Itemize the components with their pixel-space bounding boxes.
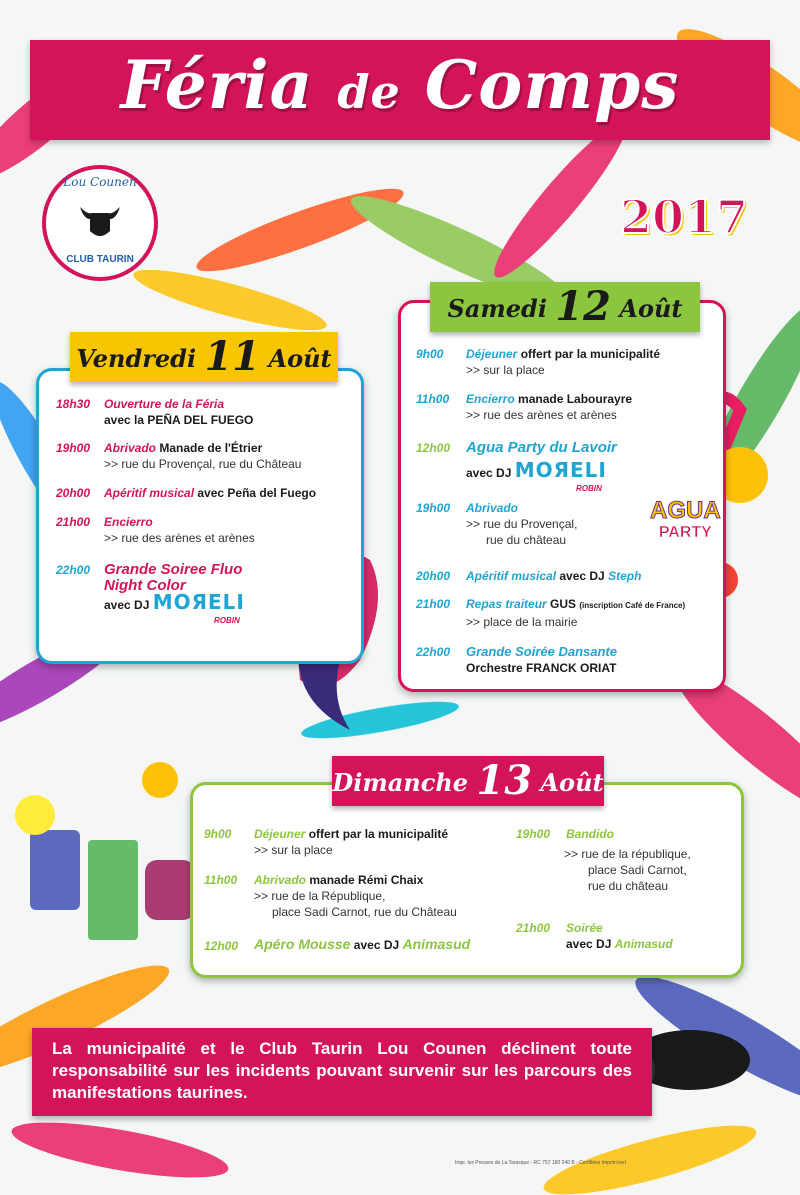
saturday-event-7 — [416, 644, 706, 676]
cocktail-glasses-illustration — [15, 762, 195, 940]
saturday-banner — [430, 282, 700, 332]
friday-event-4 — [56, 514, 346, 546]
event-time: 20h00 — [416, 569, 451, 583]
sunday-day-name: Dimanche — [332, 768, 477, 797]
sunday-event-4 — [516, 826, 726, 894]
friday-event-2 — [56, 440, 346, 472]
sunday-month: Août — [532, 768, 604, 797]
agua-sub: PARTY — [658, 524, 712, 541]
event-time: 19h00 — [516, 827, 551, 841]
event-detail: offert par la municipalité — [517, 347, 661, 361]
event-detail: offert par la municipalité — [305, 827, 449, 841]
club-taurin-logo — [42, 165, 158, 281]
saturday-day-number: 12 — [555, 283, 611, 330]
event-time: 22h00 — [56, 563, 91, 577]
event-time: 11h00 — [204, 873, 238, 887]
sunday-event-5 — [516, 920, 726, 952]
event-note: >> sur la place — [466, 363, 545, 377]
agua-party-logo — [650, 497, 721, 544]
event-note: >> place de la mairie — [466, 615, 578, 629]
event-note: avec DJ — [566, 937, 615, 951]
sunday-banner — [332, 756, 604, 806]
saturday-day-name: Samedi — [447, 294, 556, 323]
event-title: Apéro Mousse — [254, 936, 351, 952]
event-note: >> rue des arènes et arènes — [104, 531, 255, 545]
saturday-event-3 — [416, 440, 646, 497]
dj-animasud: Animasud — [614, 937, 673, 951]
friday-day-name: Vendredi — [76, 344, 205, 373]
event-detail: manade Labourayre — [514, 392, 633, 406]
sunday-event-2 — [204, 872, 504, 920]
event-title: Ouverture de la Féria — [104, 397, 225, 411]
event-title: Abrivado — [466, 501, 519, 515]
event-time: 9h00 — [416, 347, 444, 361]
event-title: Encierro — [466, 392, 515, 406]
saturday-event-5 — [416, 568, 706, 584]
event-title: Encierro — [104, 515, 153, 529]
event-title: Soirée — [566, 921, 603, 935]
event-note: >> rue de la République, — [254, 889, 386, 903]
event-detail: avec DJ — [556, 569, 609, 583]
event-time: 21h00 — [56, 515, 91, 529]
event-detail: Manade de l'Étrier — [156, 441, 263, 455]
printer-credit: Impr. les Presses de La Tarasque - RC 757 180 240 B - Certifiées Imprim'vert — [455, 1160, 627, 1166]
logo-bottom-text: CLUB TAURIN — [66, 254, 134, 265]
year-label: 2017 — [620, 190, 749, 244]
event-small-note: (inscription Café de France) — [579, 601, 686, 610]
event-title-line2: Night Color — [104, 577, 186, 594]
event-note-line2: place Sadi Carnot, rue du Château — [272, 905, 457, 919]
title-de: de — [337, 65, 401, 119]
event-detail: avec Peña del Fuego — [194, 486, 317, 500]
disclaimer-banner — [32, 1028, 652, 1116]
event-time: 9h00 — [204, 827, 232, 841]
event-note: avec DJ — [466, 466, 512, 480]
event-time: 19h00 — [416, 501, 451, 515]
saturday-event-6 — [416, 596, 716, 630]
event-note: >> rue de la république, — [564, 847, 691, 861]
dj-steph: Steph — [608, 569, 642, 583]
event-time: 21h00 — [416, 597, 451, 611]
dj-robin-label: ROBIN — [576, 484, 602, 493]
event-title: Déjeuner — [466, 347, 518, 361]
event-title: Grande Soirée Dansante — [466, 644, 617, 659]
event-time: 21h00 — [516, 921, 551, 935]
event-note: >> rue du Provençal, — [466, 517, 578, 531]
event-time: 11h00 — [416, 392, 450, 406]
dj-moreli-logo: MOЯELI — [514, 458, 607, 482]
title-feria: Féria — [120, 46, 338, 124]
sunday-event-1 — [204, 826, 504, 858]
event-time: 12h00 — [204, 939, 239, 953]
event-title: Déjeuner — [254, 827, 306, 841]
title-comps: Comps — [400, 46, 680, 124]
event-title: Apéritif musical — [466, 569, 557, 583]
dj-robin-label: ROBIN — [214, 616, 240, 625]
event-note-line2: place Sadi Carnot, — [588, 863, 687, 877]
saturday-event-2 — [416, 391, 706, 423]
saturday-event-4 — [416, 500, 646, 548]
title-banner — [30, 40, 770, 140]
page-title — [30, 46, 770, 124]
event-time: 12h00 — [416, 441, 451, 455]
logo-top-text: Lou Counen — [63, 175, 137, 189]
sunday-day-number: 13 — [476, 757, 533, 804]
event-title: Agua Party du Lavoir — [466, 439, 617, 456]
agua-title: AGUA — [650, 497, 721, 524]
saturday-month: Août — [610, 294, 683, 323]
event-detail: avec DJ — [350, 938, 403, 952]
friday-month: Août — [260, 344, 332, 373]
event-time: 18h30 — [56, 397, 91, 411]
event-note: avec la PEÑA DEL FUEGO — [104, 413, 254, 427]
event-title: Repas traiteur — [466, 597, 547, 611]
event-note: avec DJ — [104, 598, 150, 612]
event-title: Abrivado — [254, 873, 307, 887]
event-title: Grande Soiree Fluo — [104, 561, 243, 578]
event-note-line3: rue du château — [588, 879, 669, 893]
event-detail: manade Rémi Chaix — [306, 873, 424, 887]
sunday-event-3 — [204, 936, 524, 953]
event-time: 19h00 — [56, 441, 91, 455]
bull-head-icon — [76, 197, 124, 245]
event-title: Apéritif musical — [104, 486, 195, 500]
event-note: >> sur la place — [254, 843, 333, 857]
friday-day-number: 11 — [204, 333, 261, 380]
friday-banner — [70, 332, 338, 382]
event-title: Abrivado — [104, 441, 157, 455]
disclaimer-text: La municipalité et le Club Taurin Lou Counen déclinent toute responsabilité sur les incidents pouvant survenir sur les parcours des manifestations taurines. — [52, 1039, 632, 1102]
event-detail: GUS — [546, 597, 580, 611]
friday-event-3 — [56, 485, 346, 501]
event-note-line2: rue du château — [486, 533, 567, 547]
event-note: Orchestre FRANCK ORIAT — [466, 661, 617, 675]
event-note: >> rue du Provençal, rue du Château — [104, 457, 302, 471]
dj-moreli-logo: MOЯELI — [152, 590, 245, 614]
event-time: 20h00 — [56, 486, 91, 500]
event-note: >> rue des arènes et arènes — [466, 408, 617, 422]
friday-event-1 — [56, 396, 346, 428]
friday-event-5 — [56, 562, 346, 629]
event-title: Bandido — [566, 827, 614, 841]
dj-animasud: Animasud — [402, 936, 471, 952]
saturday-event-1 — [416, 346, 706, 378]
event-time: 22h00 — [416, 645, 451, 659]
